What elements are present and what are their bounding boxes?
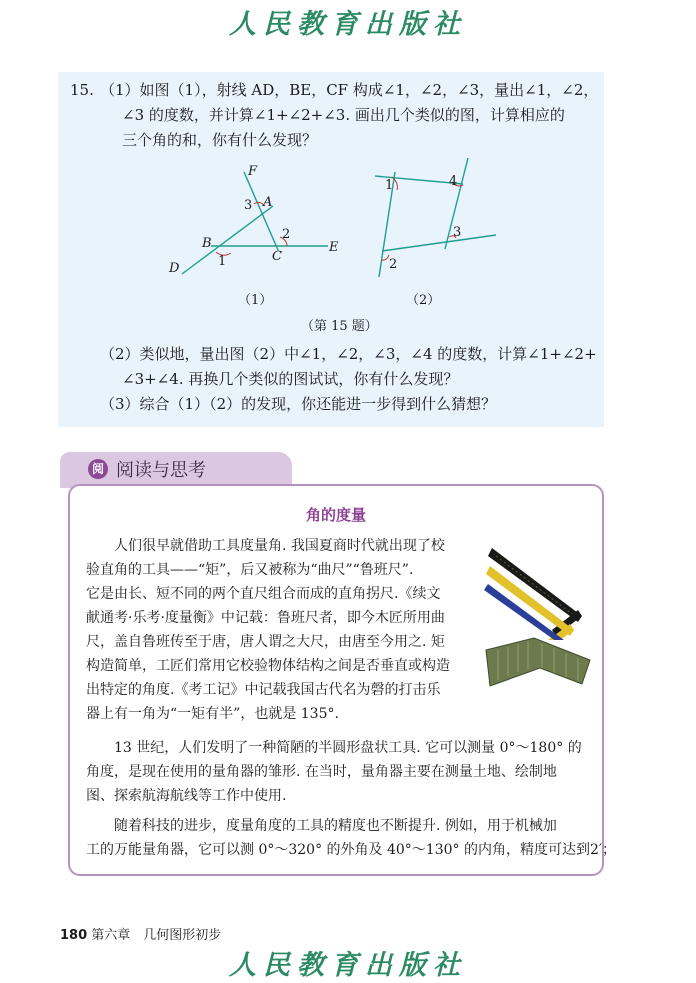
- para2-line-2: 角度，是现在使用的量角器的雏形. 在当时，量角器主要在测量土地、绘制地: [86, 764, 557, 780]
- para1-line-4: 献通考·乐考·度量衡》中记载：鲁班尺者，即今木匠所用曲: [86, 610, 445, 626]
- label-angle-3: 3: [244, 198, 253, 213]
- label-c: C: [272, 249, 282, 264]
- para2-line-1: 13 世纪，人们发明了一种简陋的半圆形盘状工具. 它可以测量 0°～180° 的: [114, 740, 582, 756]
- page-footer: [60, 924, 221, 943]
- exercise-number: 15.: [70, 81, 94, 99]
- fig2-label-4: 4: [449, 174, 458, 189]
- label-a: A: [263, 195, 273, 210]
- reading-title: 角的度量: [305, 506, 366, 524]
- label-b: B: [202, 236, 212, 251]
- figure-1-caption: （1）: [238, 293, 273, 308]
- para1-line-5: 尺，盖自鲁班传至于唐，唐人谓之大尺，由唐至今用之. 矩: [86, 634, 445, 650]
- chapter-title: 第六章 几何图形初步: [91, 928, 222, 943]
- reading-section-title: 阅读与思考: [116, 460, 206, 481]
- para1-line-6: 构造简单，工匠们常用它校验物体结构之间是否垂直或构造: [86, 658, 450, 674]
- part3-line: （3）综合（1）（2）的发现，你还能进一步得到什么猜想？: [100, 395, 497, 413]
- figure-2-caption: （2）: [406, 293, 441, 308]
- figure-1: [182, 172, 328, 274]
- label-d: D: [169, 261, 180, 276]
- figure-caption: （第 15 题）: [301, 319, 378, 332]
- part2-line-2: ∠3+∠4. 再换几个类似的图试试，你有什么发现？: [122, 370, 459, 388]
- part1-line-1: （1）如图（1），射线 AD，BE，CF 构成∠1，∠2，∠3，量出∠1，∠2，: [100, 81, 599, 99]
- para1-line-2: 验直角的工具——“矩”，后又被称为“曲尺”“鲁班尺”.: [86, 562, 414, 578]
- label-e: E: [329, 240, 339, 255]
- part1-line-3: 三个角的和，你有什么发现？: [122, 131, 318, 149]
- reading-box: [68, 484, 617, 876]
- para1-line-7: 出特定的角度.《考工记》中记载我国古代名为磬的打击乐: [86, 682, 441, 698]
- fig2-line-bottom: [382, 235, 496, 251]
- publisher-footer: 人民教育出版社: [229, 950, 467, 981]
- carpenter-square-image: [482, 544, 594, 640]
- publisher-header: 人民教育出版社: [229, 9, 467, 40]
- para3-line-2: 工的万能量角器，它可以测 0°～320° 的外角及 40°～130° 的内角，精度可达到2′；: [86, 842, 617, 858]
- fig2-label-3: 3: [453, 225, 462, 240]
- ancient-chime-stone-image: [482, 636, 594, 706]
- para2-line-3: 图、探索航海航线等工作中使用.: [86, 788, 287, 804]
- reading-section-tab: [60, 452, 292, 488]
- fig2-label-1: 1: [385, 178, 394, 193]
- label-angle-1: 1: [218, 254, 227, 269]
- label-f: F: [248, 164, 258, 179]
- fig2-label-2: 2: [389, 257, 398, 272]
- page-number: 180: [60, 928, 88, 943]
- para1-line-8: 器上有一角为“一矩有半”，也就是 135°.: [86, 706, 339, 722]
- para1-line-1: 人们很早就借助工具度量角. 我国夏商时代就出现了校: [114, 538, 445, 554]
- ray-ad: [182, 206, 273, 274]
- para1-line-3: 它是由长、短不同的两个直尺组合而成的直角拐尺.《续文: [86, 586, 441, 602]
- reading-badge-icon: 阅: [88, 459, 108, 479]
- label-angle-2: 2: [282, 227, 291, 242]
- part2-line-1: （2）类似地，量出图（2）中∠1，∠2，∠3，∠4 的度数，计算∠1+∠2+: [100, 345, 597, 363]
- exercise-15: [58, 72, 604, 427]
- part1-line-2: ∠3 的度数，并计算∠1+∠2+∠3. 画出几个类似的图，计算相应的: [122, 106, 565, 124]
- exercise-figures: [58, 72, 604, 332]
- para3-line-1: 随着科技的进步，度量角度的工具的精度也不断提升. 例如，用于机械加: [114, 818, 557, 834]
